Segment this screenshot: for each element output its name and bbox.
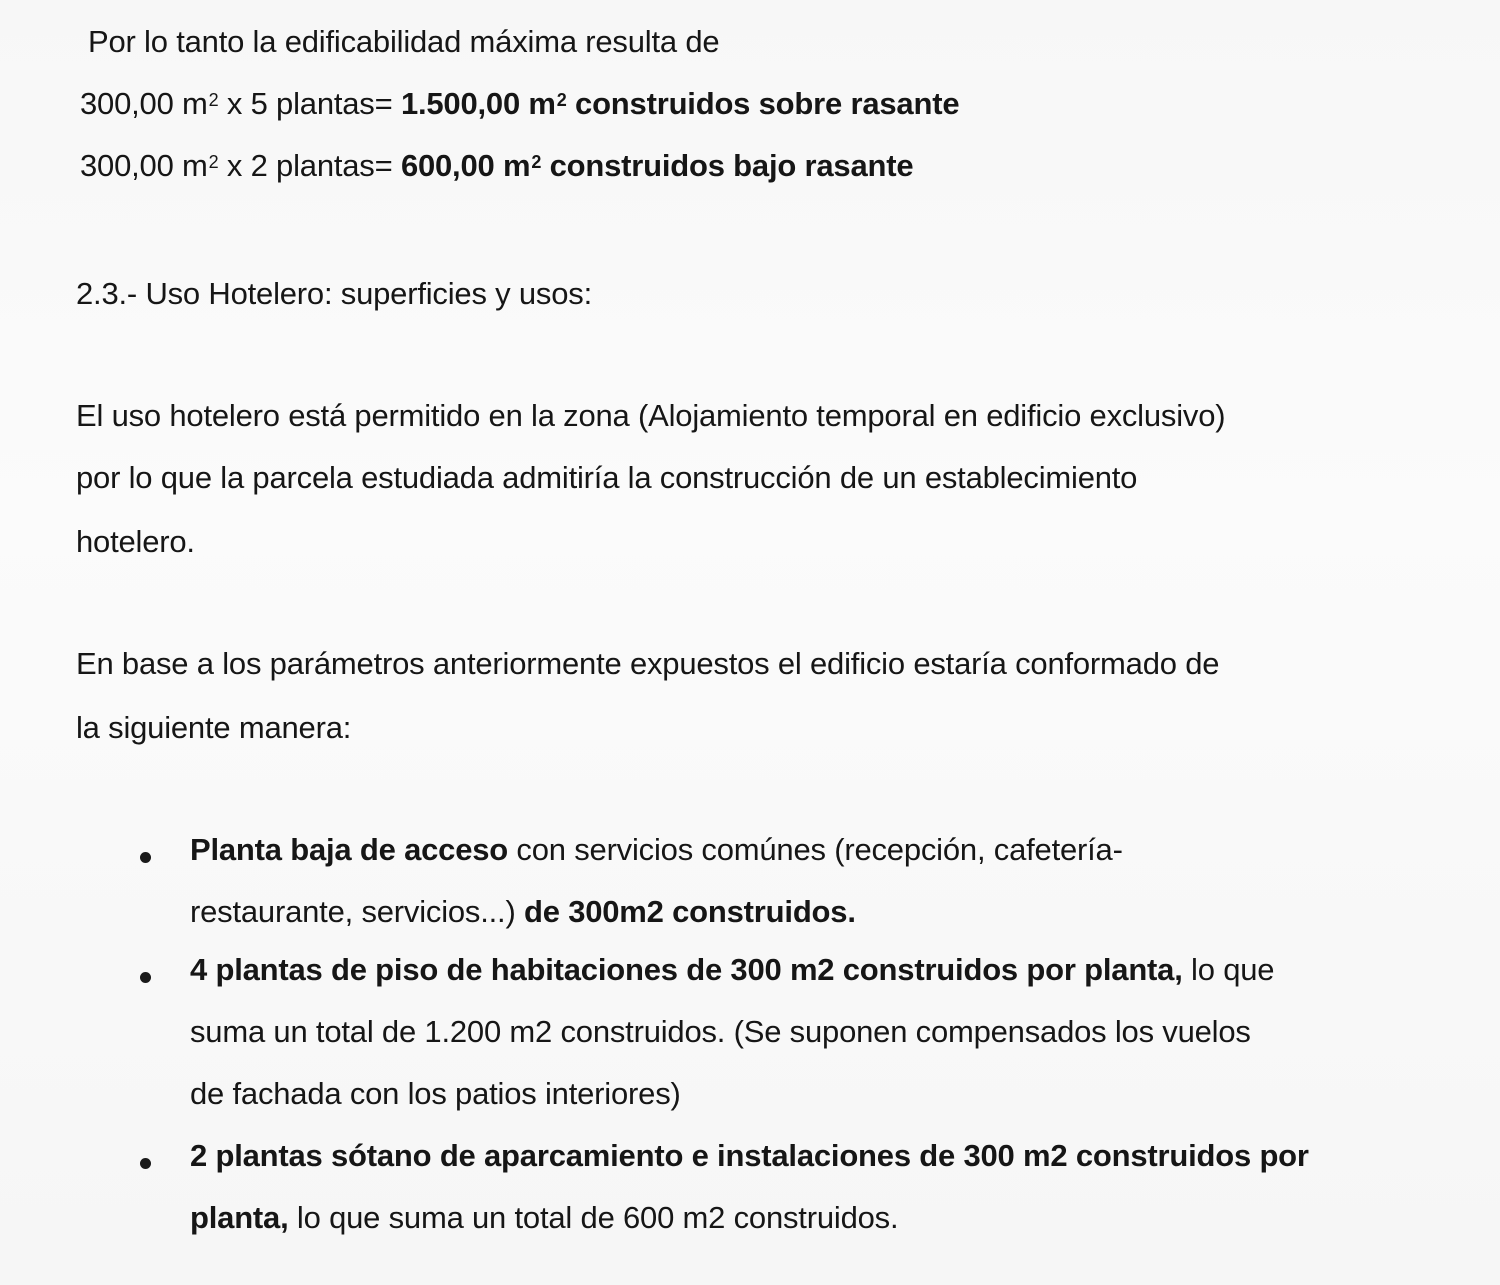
- calc1-prefix: 300,00 m: [80, 86, 208, 121]
- bullet3-l2-rest: lo que suma un total de 600 m2 construidos.: [288, 1200, 899, 1235]
- bullet3-line2: [190, 1200, 898, 1236]
- calc2-prefix: 300,00 m: [80, 148, 208, 183]
- bullet1-l2-rest: restaurante, servicios...): [190, 894, 524, 929]
- paragraph2-text-1: En base a los parámetros anteriormente expuestos el edificio estaría conformado de: [76, 646, 1220, 681]
- bullet2-line3: [190, 1076, 681, 1112]
- calc2-sup: 2: [208, 152, 219, 172]
- calc1-mid: x 5 plantas=: [218, 86, 401, 121]
- bullet1-l2-bold: de 300m2 construidos.: [524, 894, 856, 929]
- bullet3-bold: 2 plantas sótano de aparcamiento e instalaciones de 300 m2 construidos por: [190, 1138, 1309, 1173]
- bullet1-line1: [190, 832, 1123, 868]
- paragraph1-text-3: hotelero.: [76, 524, 195, 559]
- paragraph1-text-2: por lo que la parcela estudiada admitiría la construcción de un establecimiento: [76, 460, 1138, 495]
- calc-bajo-rasante: [80, 148, 913, 184]
- calc1-value: 1.500,00 m: [400, 86, 556, 121]
- calc1-suffix: construidos sobre rasante: [566, 86, 960, 121]
- paragraph2-line1: [76, 646, 1219, 682]
- bullet2-l2: suma un total de 1.200 m2 construidos. (Se suponen compensados los vuelos: [190, 1014, 1251, 1049]
- calc2-suffix: construidos bajo rasante: [541, 148, 914, 183]
- paragraph1-line2: [76, 460, 1137, 496]
- calc1-sup: 2: [208, 90, 219, 110]
- bullet2-bold: 4 plantas de piso de habitaciones de 300 m2 construidos por planta,: [190, 952, 1183, 987]
- section-heading-text: 2.3.- Uso Hotelero: superficies y usos:: [76, 276, 592, 311]
- bullet2-line1: [190, 952, 1274, 988]
- paragraph1-line1: [76, 398, 1225, 434]
- bullet2-line2: [190, 1014, 1251, 1050]
- calc2-value-sup: 2: [531, 152, 542, 172]
- intro-line: [88, 24, 719, 60]
- paragraph2-line2: [76, 710, 351, 746]
- section-heading: [76, 276, 592, 312]
- bullet2-rest: lo que: [1182, 952, 1275, 987]
- calc1-value-sup: 2: [556, 90, 567, 110]
- calc2-mid: x 2 plantas=: [218, 148, 401, 183]
- bullet1-bold: Planta baja de acceso: [190, 832, 509, 867]
- calc2-value: 600,00 m: [400, 148, 531, 183]
- intro-text: Por lo tanto la edificabilidad máxima resulta de: [88, 24, 720, 59]
- bullet1-line2: [190, 894, 856, 930]
- bullet-icon: [140, 1158, 151, 1169]
- paragraph1-line3: [76, 524, 195, 560]
- paragraph2-text-2: la siguiente manera:: [76, 710, 352, 745]
- paragraph1-text-1: El uso hotelero está permitido en la zona (Alojamiento temporal en edificio exclusivo): [76, 398, 1226, 433]
- calc-sobre-rasante: [80, 86, 959, 122]
- bullet-icon: [140, 972, 151, 983]
- bullet2-l3: de fachada con los patios interiores): [190, 1076, 681, 1111]
- bullet3-line1: [190, 1138, 1309, 1174]
- bullet1-rest: con servicios comúnes (recepción, cafetería-: [508, 832, 1123, 867]
- bullet-icon: [140, 852, 151, 863]
- bullet3-l2-bold: planta,: [190, 1200, 289, 1235]
